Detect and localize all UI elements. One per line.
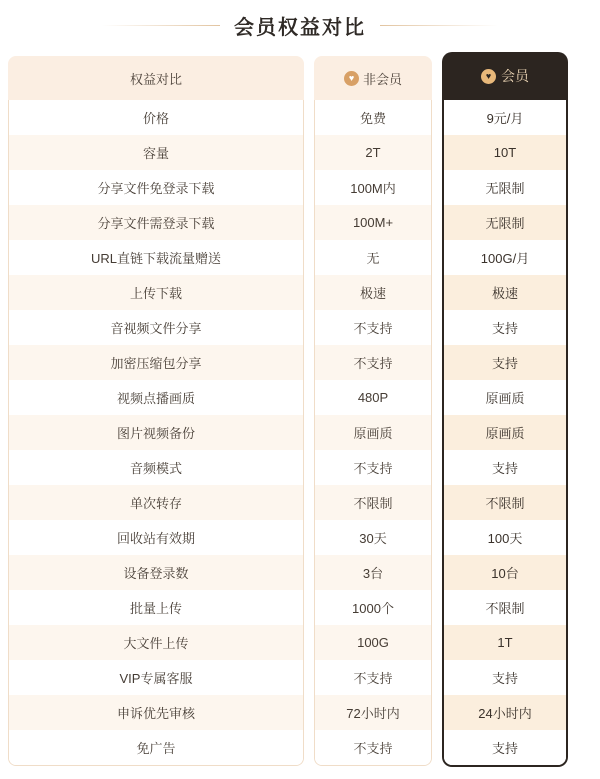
vip-cell: 支持 [444, 345, 566, 380]
vip-cell: 不限制 [444, 485, 566, 520]
feature-cell: 上传下载 [9, 275, 303, 310]
vip-cell: 无限制 [444, 205, 566, 240]
header-vip-label: 会员 [501, 68, 529, 84]
feature-cell: 音频模式 [9, 450, 303, 485]
free-cell: 1000个 [315, 590, 431, 625]
comparison-header-row [8, 52, 592, 100]
vip-cell: 10台 [444, 555, 566, 590]
page-title-row [8, 0, 592, 46]
feature-cell: 大文件上传 [9, 625, 303, 660]
feature-cell: 视频点播画质 [9, 380, 303, 415]
feature-cell: 加密压缩包分享 [9, 345, 303, 380]
free-cell: 原画质 [315, 415, 431, 450]
feature-cell: 图片视频备份 [9, 415, 303, 450]
feature-cell: 设备登录数 [9, 555, 303, 590]
free-cell: 100M内 [315, 170, 431, 205]
vip-cell: 极速 [444, 275, 566, 310]
free-cell: 30天 [315, 520, 431, 555]
free-column [314, 100, 432, 766]
feature-cell: 批量上传 [9, 590, 303, 625]
vip-cell: 支持 [444, 730, 566, 765]
vip-cell: 支持 [444, 450, 566, 485]
feature-cell: 价格 [9, 100, 303, 135]
vip-cell: 9元/月 [444, 100, 566, 135]
feature-cell: 回收站有效期 [9, 520, 303, 555]
comparison-table [8, 100, 592, 767]
vip-cell: 不限制 [444, 590, 566, 625]
free-cell: 100G [315, 625, 431, 660]
heart-icon-free: ♥ [344, 71, 359, 86]
header-vip-column[interactable] [442, 52, 568, 100]
vip-cell: 支持 [444, 310, 566, 345]
feature-cell: 免广告 [9, 730, 303, 765]
vip-cell: 100G/月 [444, 240, 566, 275]
feature-column [8, 100, 304, 766]
vip-cell: 无限制 [444, 170, 566, 205]
vip-cell: 原画质 [444, 415, 566, 450]
header-feature-label: 权益对比 [129, 71, 182, 87]
feature-cell: 容量 [9, 135, 303, 170]
vip-cell: 10T [444, 135, 566, 170]
feature-cell: 单次转存 [9, 485, 303, 520]
feature-cell: 分享文件免登录下载 [9, 170, 303, 205]
header-free-label: 非会员 [362, 71, 402, 87]
free-cell: 不支持 [315, 345, 431, 380]
vip-cell: 1T [444, 625, 566, 660]
free-cell: 免费 [315, 100, 431, 135]
feature-cell: 音视频文件分享 [9, 310, 303, 345]
vip-cell: 支持 [444, 660, 566, 695]
free-cell: 100M+ [315, 205, 431, 240]
free-cell: 不限制 [315, 485, 431, 520]
feature-cell: URL直链下载流量赠送 [9, 240, 303, 275]
feature-cell: 分享文件需登录下载 [9, 205, 303, 240]
vip-cell: 100天 [444, 520, 566, 555]
header-feature-column [8, 56, 304, 100]
vip-column [442, 100, 568, 767]
vip-cell: 24小时内 [444, 695, 566, 730]
free-cell: 不支持 [315, 310, 431, 345]
feature-cell: VIP专属客服 [9, 660, 303, 695]
free-cell: 极速 [315, 275, 431, 310]
vip-cell: 原画质 [444, 380, 566, 415]
heart-icon-vip: ♥ [481, 69, 496, 84]
title-rule-left [102, 25, 220, 26]
free-cell: 3台 [315, 555, 431, 590]
free-cell: 72小时内 [315, 695, 431, 730]
feature-cell: 申诉优先审核 [9, 695, 303, 730]
free-cell: 不支持 [315, 660, 431, 695]
free-cell: 无 [315, 240, 431, 275]
free-cell: 480P [315, 380, 431, 415]
free-cell: 不支持 [315, 730, 431, 765]
title-rule-right [380, 25, 498, 26]
header-free-column[interactable] [314, 56, 432, 100]
page-title: 会员权益对比 [234, 16, 366, 39]
free-cell: 不支持 [315, 450, 431, 485]
free-cell: 2T [315, 135, 431, 170]
